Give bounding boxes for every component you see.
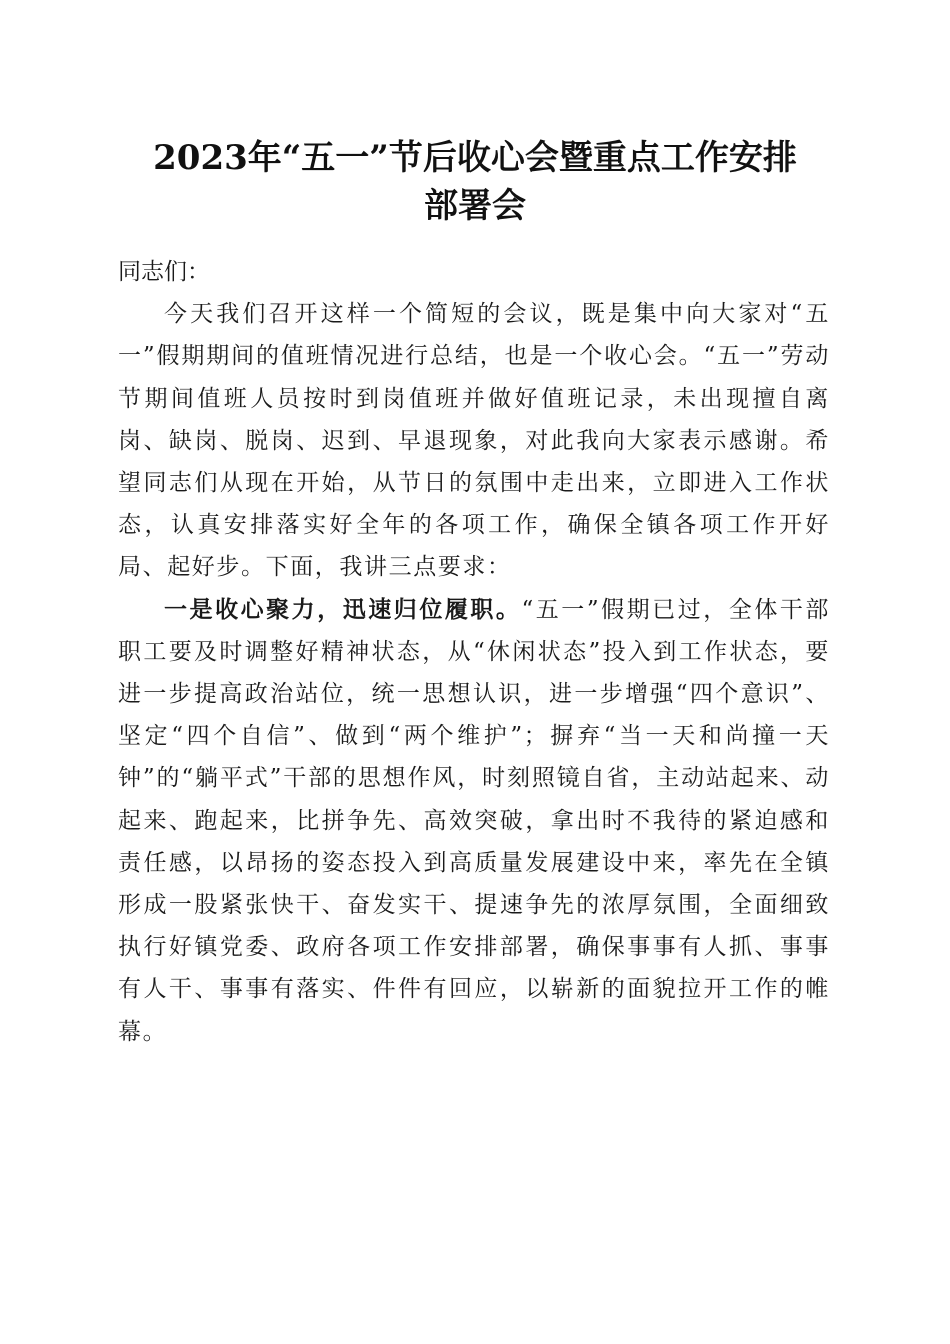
- document-title: [110, 134, 840, 230]
- paragraph-requirement-one: [118, 589, 830, 1053]
- salutation: 同志们：: [118, 259, 210, 285]
- paragraph-lead-heading: 一是收心聚力，迅速归位履职。: [164, 595, 522, 623]
- title-line-1: 2023年“五一”节后收心会暨重点工作安排: [153, 138, 797, 178]
- title-line-2: 部署会: [424, 186, 526, 226]
- paragraph-body-text: “五一”假期已过，全体干部职工要及时调整好精神状态，从“休闲状态”投入到工作状态，要进一步提高政治站位，统一思想认识，进一步增强“四个意识”、坚定“四个自信”、做到“两个维护”；摒弃“当一天和尚撞一天钟”的“躺平式”干部的思想作风，时刻照镜自省，主动站起来、动起来、跑起来，比拼争先、高效突破，拿出时不我待的紧迫感和责任感，以昂扬的姿态投入到高质量发展建设中来，率先在全镇形成一股紧张快干、奋发实干、提速争先的浓厚氛围，全面细致执行好镇党委、政府各项工作安排部署，确保事事有人抓、事事有人干、事事有落实、件件有回应，以崭新的面貌拉开工作的帷幕。: [118, 596, 830, 1045]
- document-body: [118, 251, 830, 1053]
- paragraph-intro: 今天我们召开这样一个简短的会议，既是集中向大家对“五一”假期期间的值班情况进行总结，也是一个收心会。“五一”劳动节期间值班人员按时到岗值班并做好值班记录，未出现擅自离岗、缺岗、脱岗、迟到、早退现象，对此我向大家表示感谢。希望同志们从现在开始，从节日的氛围中走出来，立即进入工作状态，认真安排落实好全年的各项工作，确保全镇各项工作开好局、起好步。下面，我讲三点要求：: [118, 301, 830, 581]
